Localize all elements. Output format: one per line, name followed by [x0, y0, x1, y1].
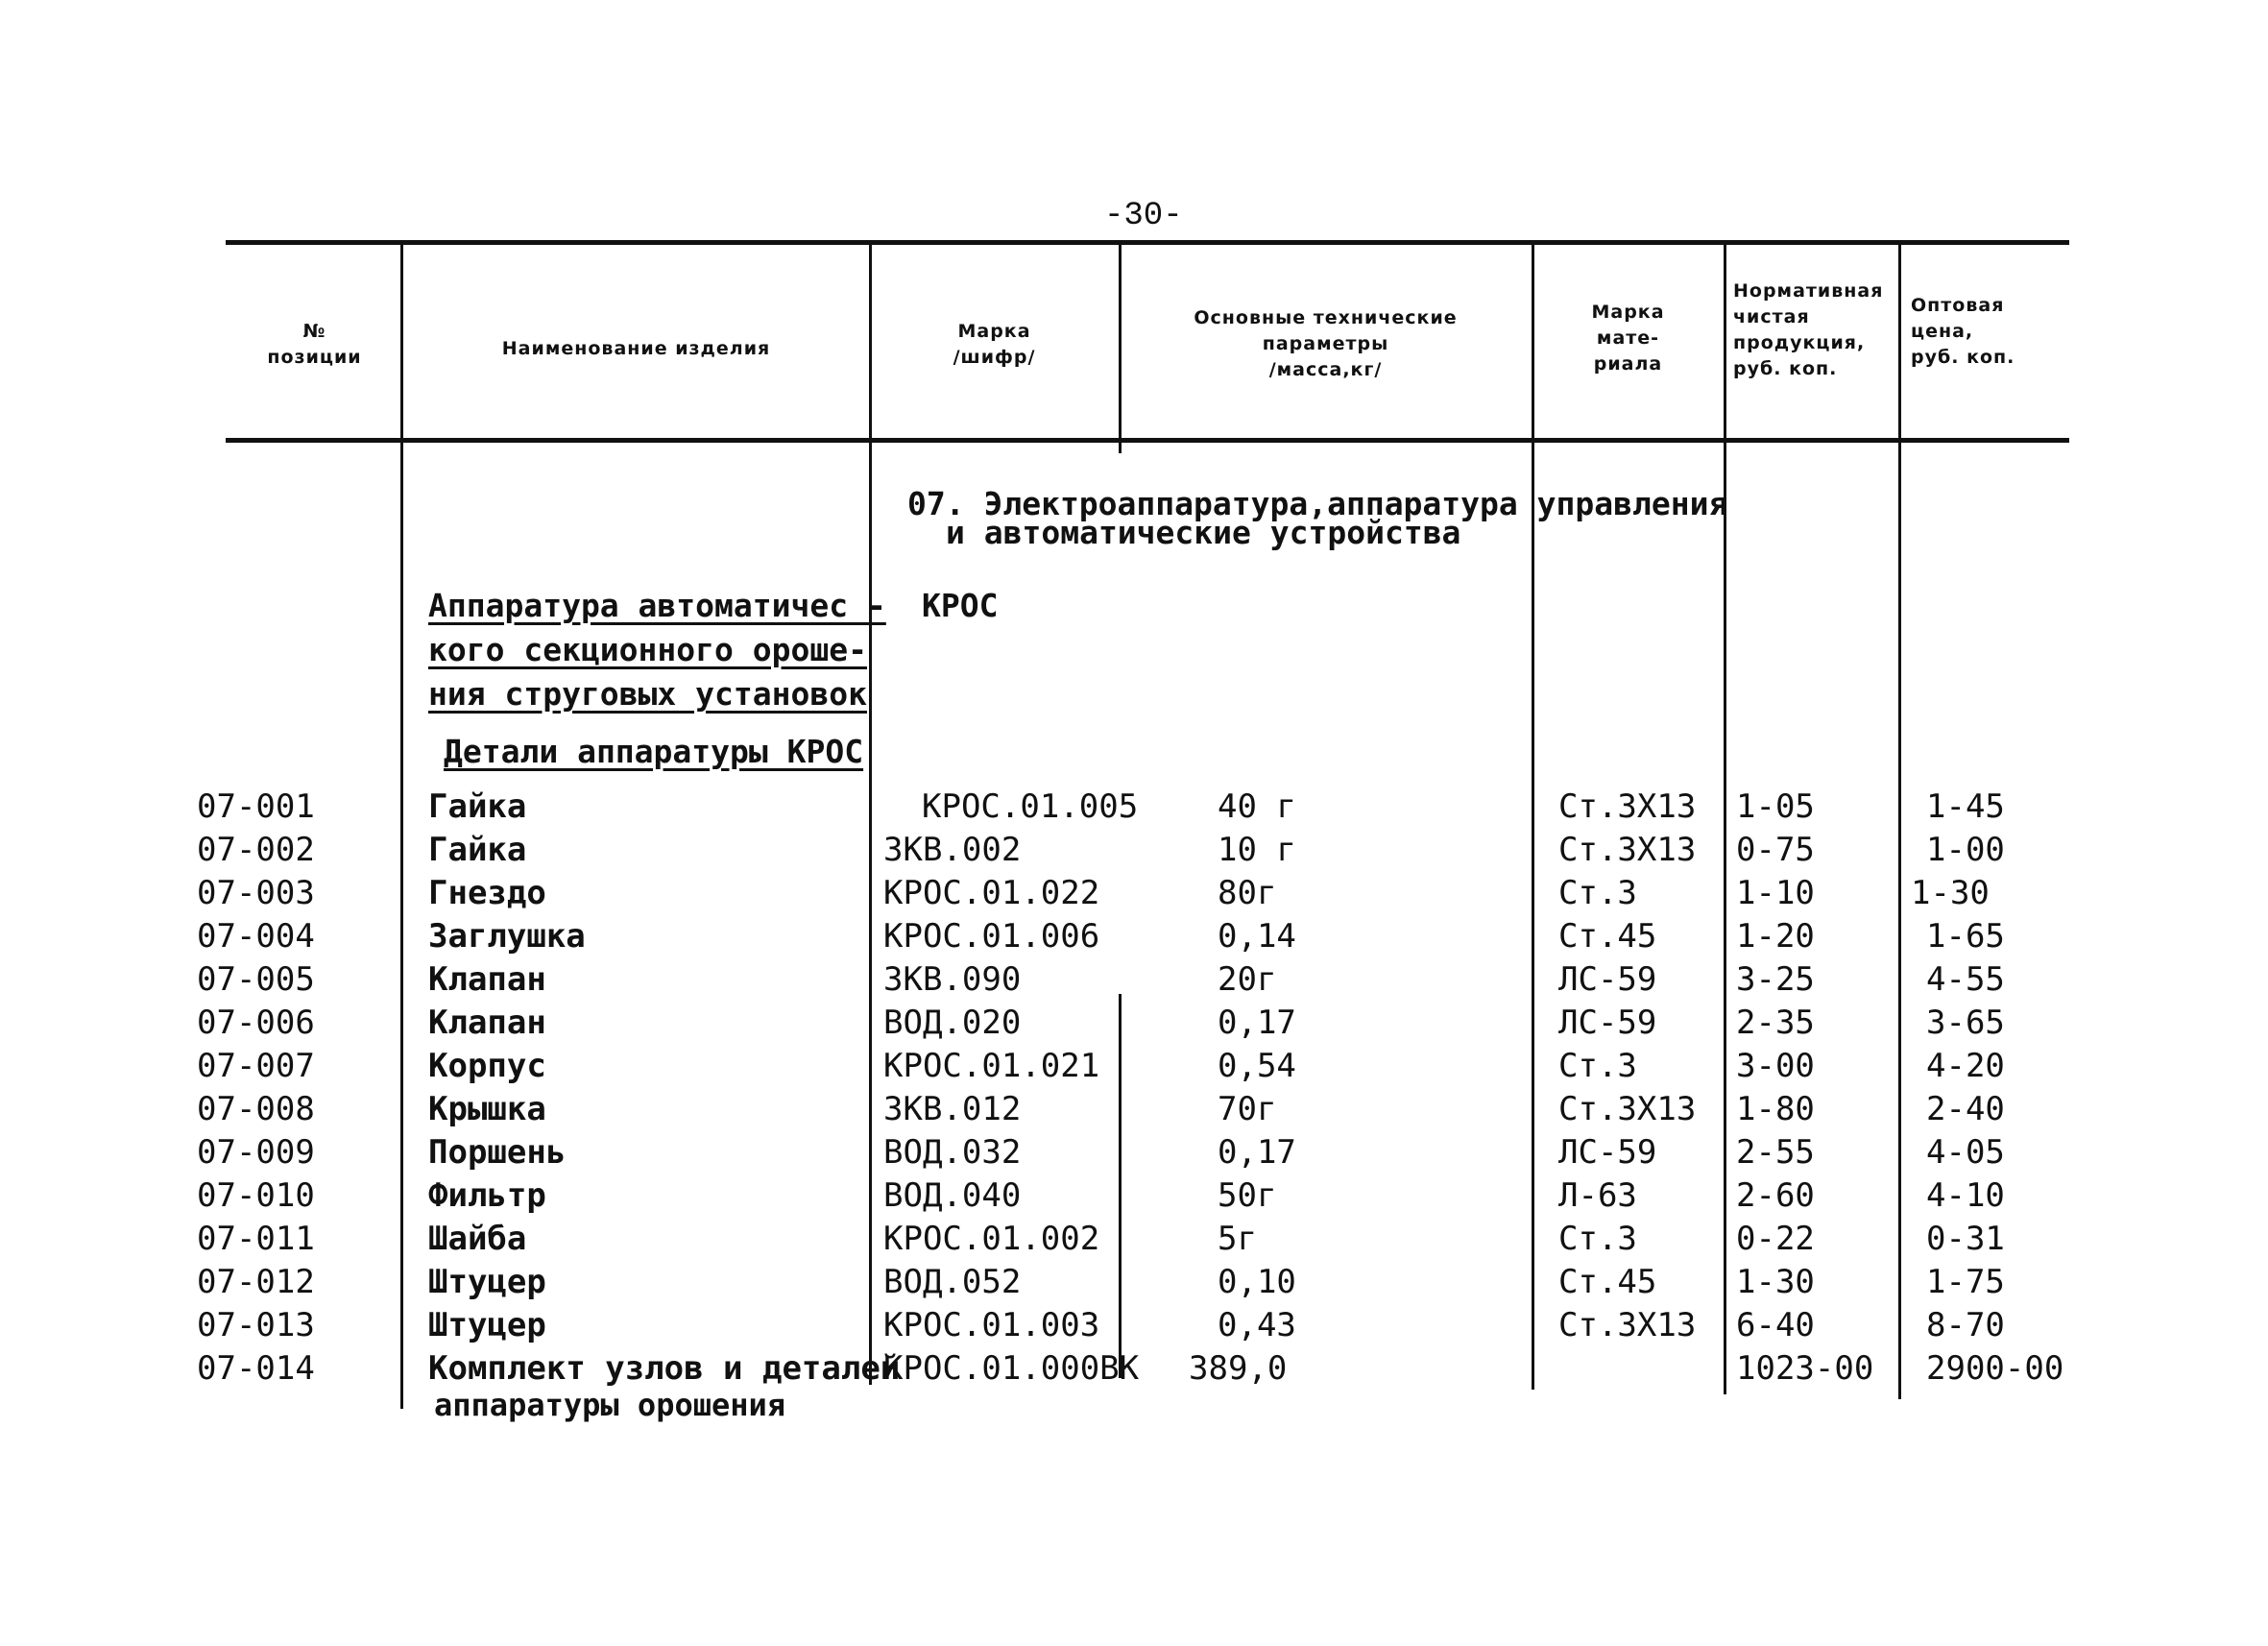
cell-pos: 07-009 [197, 1133, 315, 1172]
table-row [0, 1347, 2268, 1391]
group-title-line2: кого секционного ороше- [428, 631, 867, 668]
cell-param: 0,17 [1218, 1133, 1296, 1172]
cell-mark: КРОС.01.002 [883, 1220, 1100, 1258]
cell-price: 0-75 [1736, 831, 1815, 869]
table-row [0, 1261, 2268, 1304]
cell-price: 2-35 [1736, 1004, 1815, 1042]
cell-name: Поршень [428, 1133, 567, 1172]
cell-pos: 07-001 [197, 787, 315, 826]
section-title-line2: и автоматические устройства [946, 514, 1461, 551]
cell-param: 40 г [1218, 787, 1296, 826]
table-header-rule [226, 438, 2069, 443]
cell-mark: КРОС.01.003 [883, 1306, 1100, 1344]
cell-pos: 07-007 [197, 1047, 315, 1085]
table-row [0, 829, 2268, 872]
cell-price: 1-80 [1736, 1090, 1815, 1128]
cell-wholesale: 4-05 [1926, 1133, 2005, 1172]
cell-mark: ЗКВ.012 [883, 1090, 1022, 1128]
table-row [0, 872, 2268, 915]
cell-name: Клапан [428, 1004, 546, 1042]
cell-material: ЛС-59 [1558, 960, 1657, 999]
last-row-name-line2: аппаратуры орошения [434, 1387, 786, 1423]
cell-mark: ВОД.020 [883, 1004, 1022, 1042]
page-number: -30- [1104, 198, 1183, 234]
cell-pos: 07-012 [197, 1263, 315, 1301]
cell-price: 1-10 [1736, 874, 1815, 912]
cell-wholesale: 2900-00 [1926, 1349, 2064, 1388]
cell-param: 0,14 [1218, 917, 1296, 956]
cell-price: 0-22 [1736, 1220, 1815, 1258]
cell-mark: ВОД.032 [883, 1133, 1022, 1172]
cell-name: Гайка [428, 787, 527, 826]
cell-pos: 07-013 [197, 1306, 315, 1344]
table-row [0, 958, 2268, 1002]
cell-pos: 07-005 [197, 960, 315, 999]
group-title-line1: Аппаратура автоматичес - [428, 587, 886, 624]
cell-material: Ст.3Х13 [1558, 1090, 1697, 1128]
table-row [0, 1088, 2268, 1131]
cell-param: 10 г [1218, 831, 1296, 869]
cell-material: ЛС-59 [1558, 1004, 1657, 1042]
cell-name: Штуцер [428, 1306, 546, 1344]
cell-wholesale: 8-70 [1926, 1306, 2005, 1344]
cell-param: 389,0 [1189, 1349, 1288, 1388]
cell-name: Комплект узлов и деталей [428, 1349, 901, 1388]
group-subtitle: Детали аппаратуры КРОС [444, 733, 864, 770]
cell-name: Корпус [428, 1047, 546, 1085]
cell-mark: ВОД.052 [883, 1263, 1022, 1301]
cell-wholesale: 4-55 [1926, 960, 2005, 999]
cell-pos: 07-011 [197, 1220, 315, 1258]
cell-mark: КРОС.01.005 [922, 787, 1139, 826]
cell-param: 0,17 [1218, 1004, 1296, 1042]
cell-param: 0,54 [1218, 1047, 1296, 1085]
cell-material: Ст.3Х13 [1558, 1306, 1697, 1344]
cell-param: 0,10 [1218, 1263, 1296, 1301]
cell-wholesale: 2-40 [1926, 1090, 2005, 1128]
cell-material: Ст.45 [1558, 1263, 1657, 1301]
cell-wholesale: 4-10 [1926, 1176, 2005, 1215]
cell-mark: КРОС.01.022 [883, 874, 1100, 912]
group-title-line3: ния струговых установок [428, 675, 867, 713]
cell-mark: ЗКВ.090 [883, 960, 1022, 999]
cell-wholesale: 1-45 [1926, 787, 2005, 826]
cell-wholesale: 0-31 [1926, 1220, 2005, 1258]
cell-param: 20г [1218, 960, 1277, 999]
table-row [0, 915, 2268, 958]
table-row [0, 786, 2268, 829]
cell-mark: ЗКВ.002 [883, 831, 1022, 869]
cell-price: 2-55 [1736, 1133, 1815, 1172]
cell-wholesale: 4-20 [1926, 1047, 2005, 1085]
cell-param: 5г [1218, 1220, 1257, 1258]
group-mark: КРОС [922, 587, 999, 624]
cell-name: Шайба [428, 1220, 527, 1258]
cell-pos: 07-010 [197, 1176, 315, 1215]
cell-mark: ВОД.040 [883, 1176, 1022, 1215]
cell-price: 6-40 [1736, 1306, 1815, 1344]
cell-price: 3-25 [1736, 960, 1815, 999]
header-name: Наименование изделия [501, 338, 771, 359]
cell-material: Ст.3 [1558, 874, 1637, 912]
table-row [0, 1002, 2268, 1045]
cell-material: Л-63 [1558, 1176, 1637, 1215]
table-row [0, 1174, 2268, 1218]
header-norm-price: Нормативная чистая продукция, руб. коп. [1733, 280, 1884, 379]
cell-material: Ст.3Х13 [1558, 787, 1697, 826]
header-params: Основные технические параметры /масса,кг/ [1194, 307, 1458, 380]
table-row [0, 1218, 2268, 1261]
table-row [0, 1131, 2268, 1174]
cell-mark: КРОС.01.000ВК [883, 1349, 1140, 1388]
cell-name: Фильтр [428, 1176, 546, 1215]
cell-material: Ст.3 [1558, 1047, 1637, 1085]
table-row [0, 1045, 2268, 1088]
cell-price: 1023-00 [1736, 1349, 1874, 1388]
cell-pos: 07-003 [197, 874, 315, 912]
cell-pos: 07-014 [197, 1349, 315, 1388]
table-top-rule [226, 240, 2069, 245]
section-title-line1: 07. Электроаппаратура,аппаратура управления [907, 485, 1728, 522]
cell-name: Клапан [428, 960, 546, 999]
header-pos: № позиции [267, 321, 362, 368]
cell-material: ЛС-59 [1558, 1133, 1657, 1172]
cell-price: 2-60 [1736, 1176, 1815, 1215]
cell-param: 0,43 [1218, 1306, 1296, 1344]
header-material: Марка мате- риала [1591, 302, 1665, 375]
cell-pos: 07-008 [197, 1090, 315, 1128]
cell-pos: 07-002 [197, 831, 315, 869]
cell-price: 1-05 [1736, 787, 1815, 826]
cell-price: 1-30 [1736, 1263, 1815, 1301]
cell-wholesale: 1-75 [1926, 1263, 2005, 1301]
cell-wholesale: 1-65 [1926, 917, 2005, 956]
cell-pos: 07-004 [197, 917, 315, 956]
table-row [0, 1304, 2268, 1347]
cell-name: Гнездо [428, 874, 546, 912]
header-wholesale: Оптовая цена, руб. коп. [1911, 295, 2015, 368]
cell-name: Штуцер [428, 1263, 546, 1301]
cell-wholesale: 1-30 [1911, 874, 1990, 912]
cell-material: Ст.3Х13 [1558, 831, 1697, 869]
cell-pos: 07-006 [197, 1004, 315, 1042]
cell-param: 70г [1218, 1090, 1277, 1128]
cell-param: 50г [1218, 1176, 1277, 1215]
cell-wholesale: 3-65 [1926, 1004, 2005, 1042]
cell-wholesale: 1-00 [1926, 831, 2005, 869]
cell-mark: КРОС.01.021 [883, 1047, 1100, 1085]
cell-mark: КРОС.01.006 [883, 917, 1100, 956]
header-mark: Марка /шифр/ [953, 321, 1036, 368]
cell-name: Заглушка [428, 917, 586, 956]
cell-param: 80г [1218, 874, 1277, 912]
cell-name: Крышка [428, 1090, 546, 1128]
cell-name: Гайка [428, 831, 527, 869]
cell-material: Ст.45 [1558, 917, 1657, 956]
cell-material: Ст.3 [1558, 1220, 1637, 1258]
cell-price: 3-00 [1736, 1047, 1815, 1085]
cell-price: 1-20 [1736, 917, 1815, 956]
